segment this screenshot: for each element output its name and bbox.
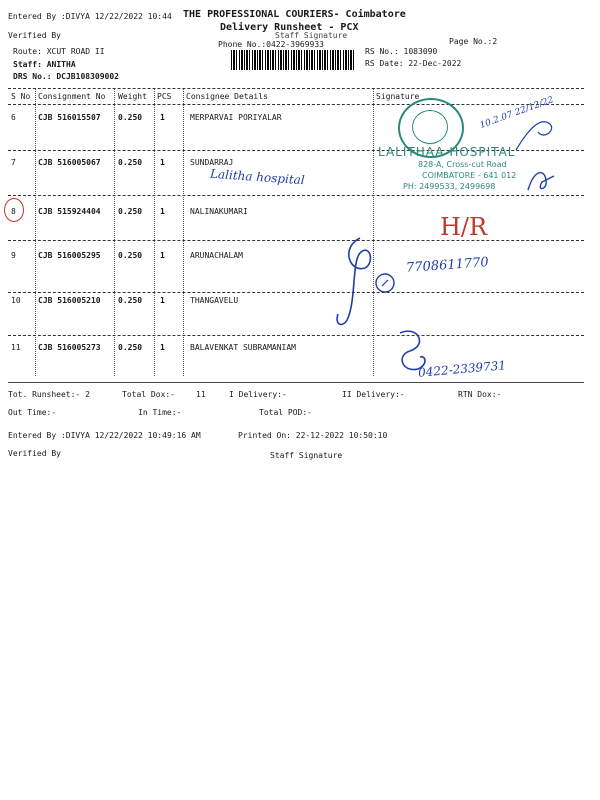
col-consignment: Consignment No [38, 92, 106, 101]
rs-no-row [365, 47, 437, 56]
row9-handwritten-phone: 7708611770 [405, 255, 490, 276]
stamp-name: LALITHAA HOSPITAL [378, 145, 516, 159]
row-weight: 0.250 [118, 158, 143, 167]
round-stamp-inner [412, 110, 448, 144]
row7-signature-scribble [520, 160, 560, 200]
col-weight: Weight [118, 92, 147, 101]
row11-signature-scribble [388, 325, 448, 380]
row-rule [8, 240, 584, 241]
row7-handwritten-note: Lalitha hospital [209, 166, 306, 188]
row-weight: 0.250 [118, 113, 143, 122]
verified-by-top: Verified By [8, 31, 61, 40]
col-divider [154, 89, 155, 376]
row-sno: 7 [11, 158, 16, 167]
row-pcs: 1 [160, 158, 165, 167]
rs-date-label: RS Date: [365, 59, 404, 68]
runsheet-subtitle: Delivery Runsheet - PCX [220, 22, 359, 33]
row-sno: 10 [11, 296, 21, 305]
phone-number: Phone No.:0422-3969933 [218, 40, 324, 49]
row-consignment: CJB 516005273 [38, 343, 101, 352]
row-pcs: 1 [160, 251, 165, 260]
row-sno: 9 [11, 251, 16, 260]
barcode [231, 50, 356, 70]
row-pcs: 1 [160, 296, 165, 305]
col-pcs: PCS [157, 92, 172, 101]
i-delivery: I Delivery:- [229, 390, 287, 399]
rtn-dox: RTN Dox:- [458, 390, 502, 399]
total-runsheet: Tot. Runsheet:- 2 [8, 390, 90, 399]
row11-handwritten-phone: 0422-2339731 [417, 358, 507, 380]
drs-label: DRS No.: [13, 72, 52, 81]
col-divider [35, 89, 36, 376]
staff-label: Staff: [13, 60, 42, 69]
col-sno: S No [11, 92, 31, 101]
table-header-rule [8, 104, 584, 105]
red-circle-mark [4, 198, 24, 222]
row-consignment: CJB 516015507 [38, 113, 101, 122]
entered-by-top: Entered By :DIVYA 12/22/2022 10:44 [8, 12, 172, 21]
row-consignment: CJB 516005067 [38, 158, 101, 167]
row-weight: 0.250 [118, 251, 143, 260]
rs-no-label: RS No.: [365, 47, 399, 56]
drs-value: DCJB108309002 [56, 72, 119, 81]
row-consignee: BALAVENKAT SUBRAMANIAM [190, 343, 296, 352]
page-number: Page No.:2 [449, 37, 498, 46]
table-top-rule [8, 88, 584, 89]
total-pod: Total POD:- [259, 408, 312, 417]
staff-signature-top: Staff Signature [275, 31, 348, 40]
row-pcs: 1 [160, 207, 165, 216]
total-dox-value: 11 [196, 390, 206, 399]
row-sno: 11 [11, 343, 21, 352]
row-consignment: CJB 516005210 [38, 296, 101, 305]
row-sno: 8 [11, 207, 16, 216]
staff-row [13, 60, 76, 69]
col-consignee: Consignee Details [186, 92, 268, 101]
row-weight: 0.250 [118, 296, 143, 305]
ii-delivery: II Delivery:- [342, 390, 405, 399]
route-value: XCUT ROAD II [46, 47, 105, 56]
rs-no-value: 1083090 [403, 47, 438, 56]
row-pcs: 1 [160, 343, 165, 352]
row6-handwritten-date: 10.2.07 22/12/22 [478, 95, 556, 131]
row-consignee: ARUNACHALAM [190, 251, 243, 260]
row-consignee: MERPARVAI PORIYALAR [190, 113, 282, 122]
row-consignment: CJB 515924404 [38, 207, 101, 216]
row-consignee: NALINAKUMARI [190, 207, 248, 216]
row9-signature-scribble [320, 228, 410, 338]
row-pcs: 1 [160, 113, 165, 122]
total-dox-label: Total Dox:- [122, 390, 175, 399]
printed-on: Printed On: 22-12-2022 10:50:10 [238, 431, 388, 440]
staff-value: ANITHA [46, 60, 76, 69]
row-consignee: THANGAVELU [190, 296, 239, 305]
row-rule [8, 292, 584, 293]
stamp-address2: COIMBATORE - 641 012 [422, 171, 517, 180]
route-label: Route: [13, 47, 42, 56]
row-consignee: SUNDARRAJ [190, 158, 234, 167]
row-sno: 6 [11, 113, 16, 122]
staff-signature-footer: Staff Signature [270, 451, 343, 460]
row-rule [8, 195, 584, 196]
rs-date-row [365, 59, 461, 68]
col-divider [183, 89, 184, 376]
route-row [13, 47, 105, 56]
col-divider [114, 89, 115, 376]
verified-by-footer: Verified By [8, 449, 61, 458]
row-rule [8, 335, 584, 336]
row-consignment: CJB 516005295 [38, 251, 101, 260]
row-weight: 0.250 [118, 207, 143, 216]
row8-handwritten-hr: H/R [440, 213, 488, 241]
in-time: In Time:- [138, 408, 182, 417]
row-weight: 0.250 [118, 343, 143, 352]
table-bottom-rule [8, 382, 584, 383]
col-signature: Signature [376, 92, 420, 101]
stamp-address1: 828-A, Cross-cut Road [418, 160, 507, 169]
row6-signature-scribble [510, 110, 560, 155]
company-title: THE PROFESSIONAL COURIERS- Coimbatore [183, 9, 406, 20]
out-time: Out Time:- [8, 408, 57, 417]
entered-by-footer: Entered By :DIVYA 12/22/2022 10:49:16 AM [8, 431, 201, 440]
stamp-phone: PH: 2499533, 2499698 [403, 182, 496, 191]
rs-date-value: 22-Dec-2022 [408, 59, 462, 68]
drs-row [13, 72, 119, 81]
